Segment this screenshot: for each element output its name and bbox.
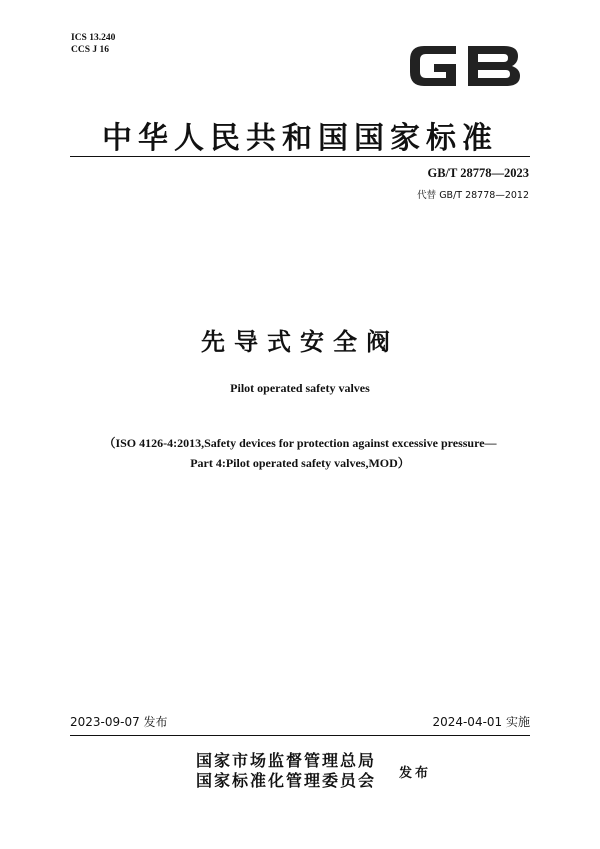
document-title-en: Pilot operated safety valves [230,381,370,395]
footer-divider [70,735,530,736]
iso-reference-line-1: （ISO 4126-4:2013,Safety devices for protection against excessive pressure— [103,436,497,450]
header-divider [70,156,530,157]
iso-reference [0,433,600,473]
standard-number: GB/T 28778—2023 [427,166,529,180]
iso-reference-line-2: Part 4:Pilot operated safety valves,MOD） [190,456,410,470]
replaces-standard: 代替 GB/T 28778—2012 [417,190,529,201]
issuer-samr: 国家市场监督管理总局 [196,751,377,770]
classification-codes [71,32,115,56]
issuing-authorities [196,751,376,791]
ics-code: ICS 13.240 [71,33,116,43]
ccs-code: CCS J 16 [71,45,110,55]
standard-type-title: 中华人民共和国国家标准 [102,121,498,156]
publish-date: 2023-09-07 发布 [70,715,168,729]
issue-label: 发布 [399,766,432,781]
implement-date: 2024-04-01 实施 [432,715,530,729]
gb-logo-icon [404,38,526,94]
document-title-cn: 先导式安全阀 [201,328,399,356]
issuer-sac: 国家标准化管理委员会 [196,771,377,790]
